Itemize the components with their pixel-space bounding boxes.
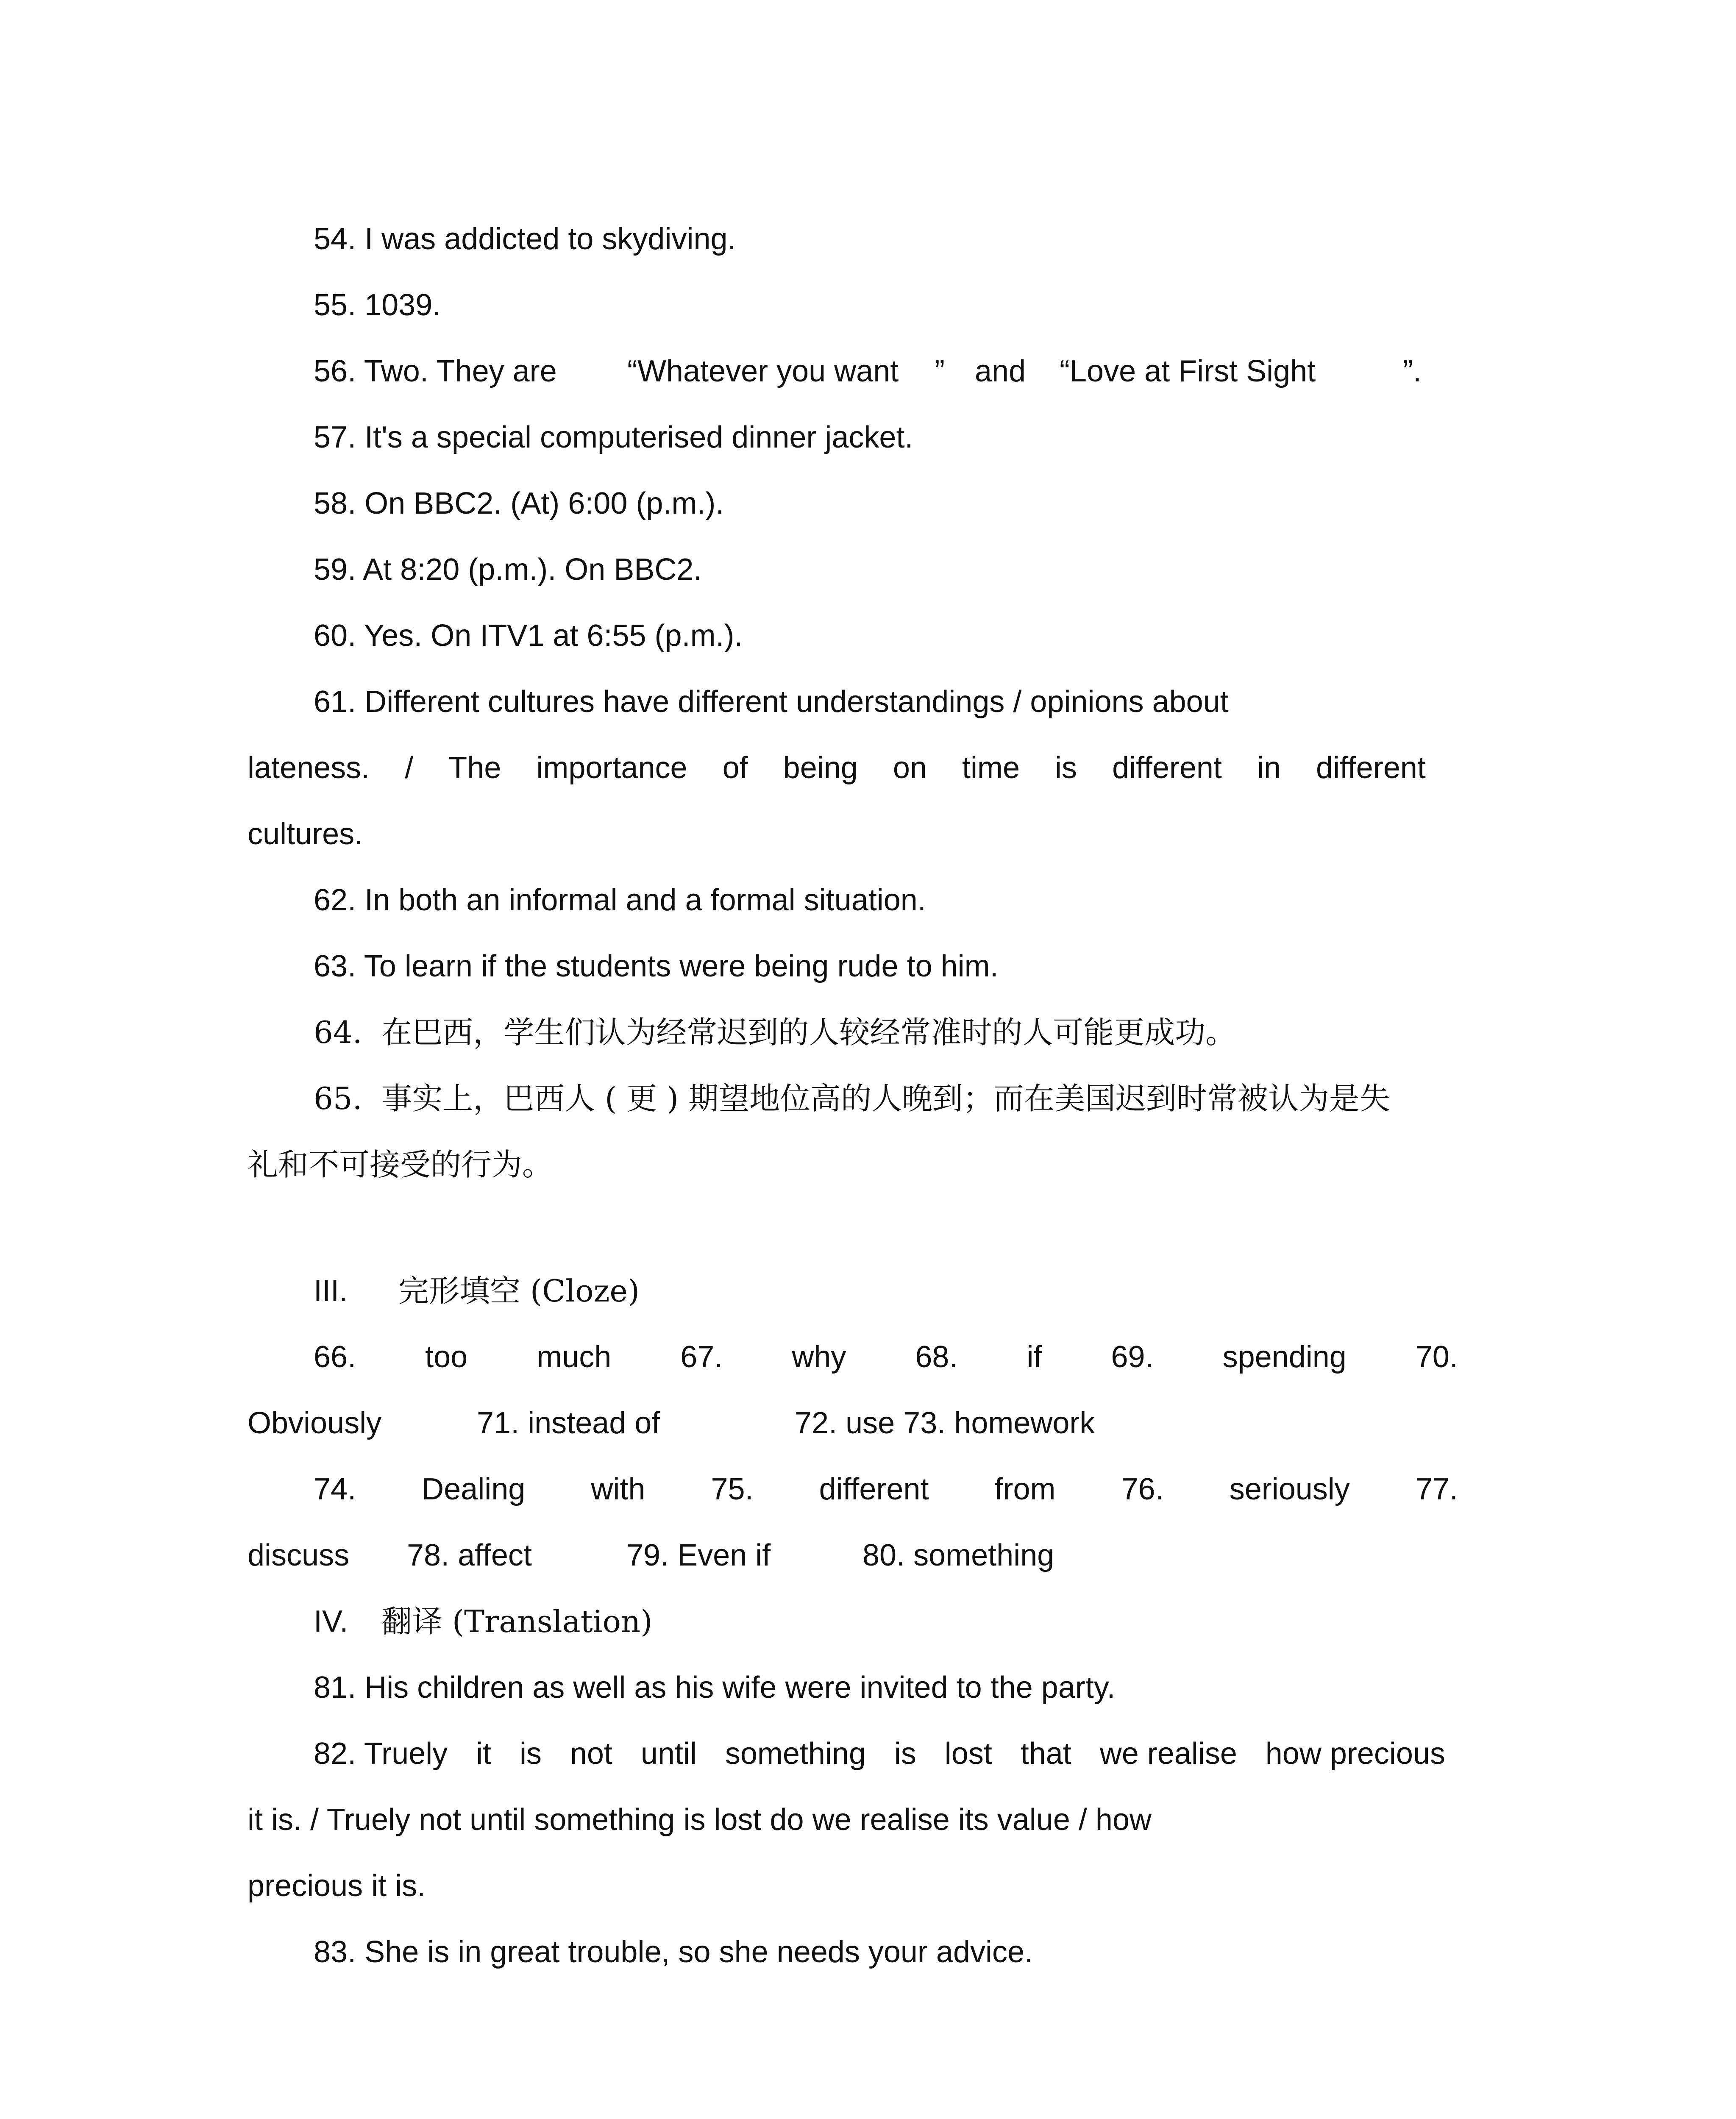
answer-59: 59. At 8:20 (p.m.). On BBC2.: [314, 553, 702, 587]
cloze-item: 80. something: [862, 1538, 1054, 1572]
answer-56-part: “Love at First Sight: [1060, 354, 1316, 388]
cloze-heading-number: III.: [314, 1274, 348, 1308]
word: of: [722, 751, 748, 785]
cloze-item: 77.: [1415, 1472, 1458, 1506]
word: /: [405, 751, 414, 785]
word: until: [640, 1737, 697, 1771]
cloze-item: Obviously: [248, 1406, 382, 1440]
word: The: [448, 751, 501, 785]
answer-58: 58. On BBC2. (At) 6:00 (p.m.).: [314, 487, 724, 520]
cloze-item: 70.: [1415, 1340, 1458, 1374]
word: time: [962, 751, 1020, 785]
word: lateness.: [248, 751, 370, 785]
cloze-heading-text: 完形填空 (Cloze): [398, 1273, 640, 1309]
answer-56-part: and: [975, 354, 1026, 388]
translation-82-line1: [314, 1738, 1445, 1769]
answer-56-part: 56. Two. They are: [314, 354, 557, 388]
word: on: [893, 751, 927, 785]
translation-81: 81. His children as well as his wife were invited to the party.: [314, 1671, 1116, 1705]
cloze-item: 72. use 73. homework: [795, 1406, 1095, 1440]
word: is: [1055, 751, 1077, 785]
answer-62: 62. In both an informal and a formal situation.: [314, 883, 926, 917]
cloze-item: with: [591, 1472, 645, 1506]
answer-56-part: “Whatever you want: [627, 354, 899, 388]
cloze-item: 68.: [915, 1340, 958, 1374]
cloze-item: 66.: [314, 1340, 356, 1374]
cloze-item: 67.: [680, 1340, 723, 1374]
word: different: [1112, 751, 1222, 785]
answer-54: 54. I was addicted to skydiving.: [314, 222, 736, 256]
cloze-item: why: [792, 1340, 846, 1374]
cloze-item: if: [1027, 1340, 1042, 1374]
answer-65-line2: 礼和不可接受的行为。: [248, 1147, 553, 1182]
answer-61-line1: 61. Different cultures have different understandings / opinions about: [314, 685, 1229, 719]
cloze-item: from: [994, 1472, 1056, 1506]
word: in: [1257, 751, 1281, 785]
translation-82-line2: it is. / Truely not until something is lost do we realise its value / how: [248, 1803, 1152, 1837]
word: not: [570, 1737, 612, 1771]
cloze-item: much: [537, 1340, 612, 1374]
answer-64: 64. 在巴西，学生们认为经常迟到的人较经常准时的人可能更成功。: [314, 1015, 1236, 1050]
answer-63: 63. To learn if the students were being rude to him.: [314, 949, 999, 983]
answer-61-line2: [248, 753, 1426, 783]
cloze-item: different: [819, 1472, 929, 1506]
answer-65-line1: 65. 事实上，巴西人 ( 更 ) 期望地位高的人晚到；而在美国迟到时常被认为是失: [314, 1081, 1391, 1116]
word: is: [519, 1737, 542, 1771]
cloze-item: 74.: [314, 1472, 356, 1506]
answer-60: 60. Yes. On ITV1 at 6:55 (p.m.).: [314, 619, 743, 653]
translation-heading-text: 翻译 (Translation): [381, 1604, 653, 1639]
word: is: [894, 1737, 916, 1771]
cloze-item: 69.: [1111, 1340, 1154, 1374]
cloze-item: too: [425, 1340, 468, 1374]
word: different: [1316, 751, 1426, 785]
cloze-item: 75.: [711, 1472, 754, 1506]
word: 82. Truely: [314, 1737, 448, 1771]
cloze-row-3: [314, 1474, 1458, 1504]
translation-82-line3: precious it is.: [248, 1869, 426, 1903]
word: something: [725, 1737, 866, 1771]
answer-61-line3: cultures.: [248, 817, 363, 851]
word: it: [476, 1737, 492, 1771]
word: how precious: [1265, 1737, 1445, 1771]
cloze-item: 71. instead of: [477, 1406, 660, 1440]
answer-56-part: ”.: [1403, 354, 1422, 388]
cloze-row-1: [314, 1342, 1458, 1372]
cloze-item: spending: [1222, 1340, 1347, 1374]
answer-55: 55. 1039.: [314, 288, 441, 322]
translation-heading-number: IV.: [314, 1605, 348, 1638]
word: lost: [944, 1737, 992, 1771]
word: being: [783, 751, 858, 785]
cloze-item: 79. Even if: [626, 1538, 771, 1572]
cloze-item: 76.: [1121, 1472, 1164, 1506]
cloze-item: discuss: [248, 1538, 350, 1572]
answer-57: 57. It's a special computerised dinner jacket.: [314, 420, 913, 454]
cloze-item: seriously: [1229, 1472, 1350, 1506]
cloze-item: 78. affect: [407, 1538, 532, 1572]
cloze-item: Dealing: [422, 1472, 526, 1506]
translation-83: 83. She is in great trouble, so she needs your advice.: [314, 1935, 1033, 1969]
word: importance: [536, 751, 687, 785]
answer-56-part: ”: [935, 354, 945, 388]
word: that: [1020, 1737, 1071, 1771]
word: we realise: [1099, 1737, 1237, 1771]
